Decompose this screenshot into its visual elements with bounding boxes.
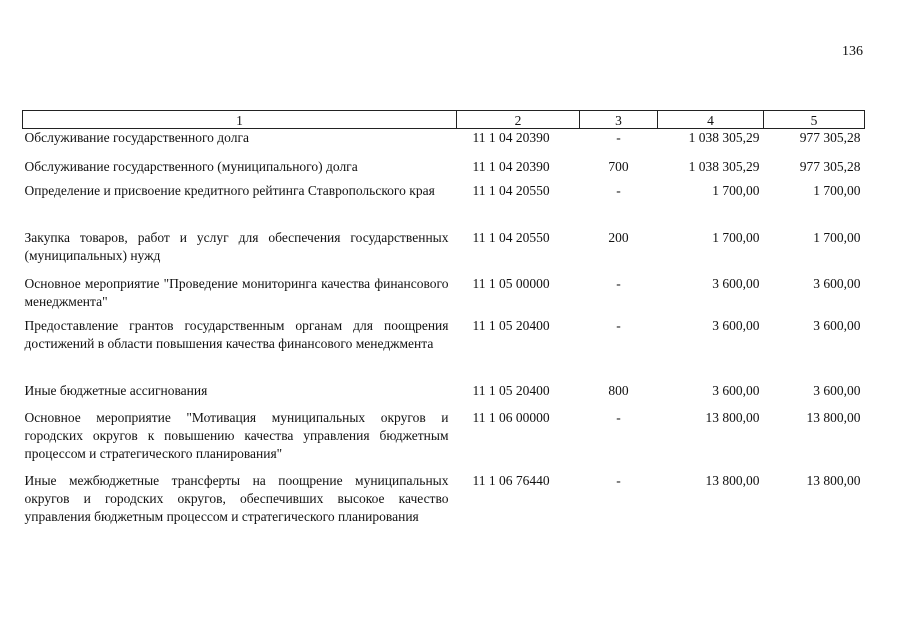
row-name: Обслуживание государственного долга <box>24 130 249 145</box>
row-type: - <box>616 409 621 425</box>
row-type: - <box>616 317 621 333</box>
column-header-3: 3 <box>580 111 658 129</box>
row-amount-2: 3 600,00 <box>813 382 861 398</box>
table-row <box>23 275 865 317</box>
row-amount-1: 13 800,00 <box>705 472 760 488</box>
row-code: 11 1 04 20390 <box>472 158 550 174</box>
row-amount-2: 1 700,00 <box>813 182 861 198</box>
budget-table <box>22 110 865 546</box>
row-type: - <box>616 275 621 291</box>
row-type: 800 <box>608 382 629 398</box>
table-row <box>23 129 865 158</box>
header-row <box>23 111 865 129</box>
row-amount-2: 13 800,00 <box>806 472 861 488</box>
row-amount-1: 13 800,00 <box>705 409 760 425</box>
row-name: Закупка товаров, работ и услуг для обеспечения государственных (муниципальных) нужд <box>24 229 449 263</box>
row-type: 200 <box>608 229 629 245</box>
column-header-5: 5 <box>764 111 865 129</box>
row-code: 11 1 04 20390 <box>472 130 550 145</box>
row-name: Предоставление грантов государственным органам для поощрения достижений в области повышения качества финансового менеджмента <box>24 317 449 351</box>
row-amount-1: 3 600,00 <box>712 275 760 291</box>
row-amount-2: 977 305,28 <box>799 158 861 174</box>
row-name: Основное мероприятие "Проведение мониторинга качества финансового менеджмента" <box>24 275 449 309</box>
table-row <box>23 317 865 382</box>
row-type: - <box>616 182 621 198</box>
row-amount-1: 1 700,00 <box>712 229 760 245</box>
row-type: - <box>616 130 621 145</box>
row-amount-2: 977 305,28 <box>799 130 861 145</box>
row-amount-2: 13 800,00 <box>806 409 861 425</box>
row-code: 11 1 04 20550 <box>472 229 550 245</box>
row-code: 11 1 05 00000 <box>472 275 550 291</box>
row-amount-2: 1 700,00 <box>813 229 861 245</box>
row-amount-1: 1 038 305,29 <box>688 158 760 174</box>
row-name: Иные бюджетные ассигнования <box>24 382 208 398</box>
row-code: 11 1 05 20400 <box>472 382 550 398</box>
row-amount-1: 1 700,00 <box>712 182 760 198</box>
row-amount-2: 3 600,00 <box>813 275 861 291</box>
row-amount-1: 3 600,00 <box>712 317 760 333</box>
column-header-2: 2 <box>457 111 580 129</box>
table-row <box>23 182 865 229</box>
row-code: 11 1 06 76440 <box>472 472 550 488</box>
row-name: Основное мероприятие "Мотивация муниципальных округов и городских округов к повышению качества управления бюджетным процессом и стратегического планирования" <box>24 409 449 461</box>
table-row <box>23 382 865 409</box>
row-type: - <box>616 472 621 488</box>
table-row <box>23 409 865 472</box>
row-type: 700 <box>608 158 629 174</box>
row-code: 11 1 04 20550 <box>472 182 550 198</box>
row-code: 11 1 05 20400 <box>472 317 550 333</box>
row-name: Обслуживание государственного (муниципального) долга <box>24 158 358 174</box>
row-name: Иные межбюджетные трансферты на поощрение муниципальных округов и городских округов, обеспечивших высокое качество управления бюджетным процессом и стратегического планирования <box>24 472 449 524</box>
table-row <box>23 472 865 546</box>
row-amount-1: 3 600,00 <box>712 382 760 398</box>
table-row <box>23 158 865 182</box>
row-amount-1: 1 038 305,29 <box>688 130 760 145</box>
row-amount-2: 3 600,00 <box>813 317 861 333</box>
row-code: 11 1 06 00000 <box>472 409 550 425</box>
table-row <box>23 229 865 275</box>
column-header-1: 1 <box>23 111 457 129</box>
column-header-4: 4 <box>658 111 764 129</box>
row-name: Определение и присвоение кредитного рейтинга Ставропольского края <box>24 182 435 198</box>
page-number: 136 <box>842 44 863 59</box>
